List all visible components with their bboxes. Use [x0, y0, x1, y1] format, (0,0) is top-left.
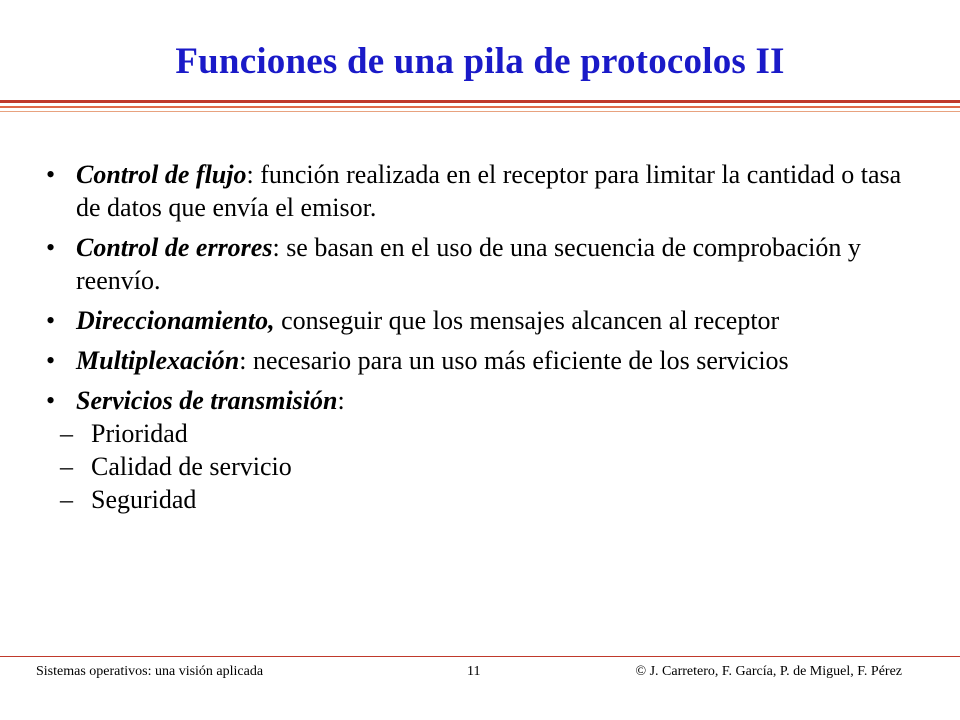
title-rule — [0, 100, 960, 103]
bullet-item — [46, 158, 916, 224]
bullet-marker: • — [46, 160, 56, 189]
bullet-term: Control de errores — [76, 233, 273, 262]
slide-title: Funciones de una pila de protocolos II — [175, 41, 785, 82]
bullet-item — [46, 231, 916, 297]
sub-item-text: Seguridad — [91, 485, 197, 514]
bullet-text: : — [337, 386, 345, 415]
bullet-item — [46, 384, 916, 417]
bullet-text: : función realizada en el receptor para limitar la cantidad o tasa de datos que envía el emisor. — [76, 160, 902, 222]
bullet-text: : se basan en el uso de una secuencia de comprobación y reenvío. — [76, 233, 861, 295]
bullet-text: : necesario para un uso más eficiente de los servicios — [239, 346, 789, 375]
footer-copyright: © J. Carretero, F. García, P. de Miguel, F. Pérez — [635, 664, 902, 679]
bullet-list — [46, 158, 916, 516]
sub-item — [46, 450, 916, 483]
footer-rule — [0, 656, 960, 657]
title-rule — [0, 106, 960, 108]
bullet-marker: • — [46, 233, 56, 262]
sub-item-text: Calidad de servicio — [91, 452, 292, 481]
bullet-term: Control de flujo — [76, 160, 247, 189]
footer-book-title: Sistemas operativos: una visión aplicada — [36, 664, 264, 679]
dash-marker: – — [60, 419, 73, 448]
sub-item — [46, 483, 916, 516]
page-number: 11 — [467, 664, 481, 679]
bullet-item — [46, 304, 916, 337]
bullet-item — [46, 344, 916, 377]
bullet-term: Servicios de transmisión — [76, 386, 338, 415]
bullet-term: Multiplexación — [76, 346, 240, 375]
bullet-marker: • — [46, 386, 56, 415]
bullet-marker: • — [46, 346, 56, 375]
dash-marker: – — [60, 485, 73, 514]
title-rule — [0, 111, 960, 112]
bullet-marker: • — [46, 306, 56, 335]
sub-item — [46, 417, 916, 450]
sub-item-text: Prioridad — [91, 419, 188, 448]
bullet-term: Direccionamiento, — [76, 306, 275, 335]
dash-marker: – — [60, 452, 73, 481]
bullet-text: conseguir que los mensajes alcancen al receptor — [274, 306, 780, 335]
